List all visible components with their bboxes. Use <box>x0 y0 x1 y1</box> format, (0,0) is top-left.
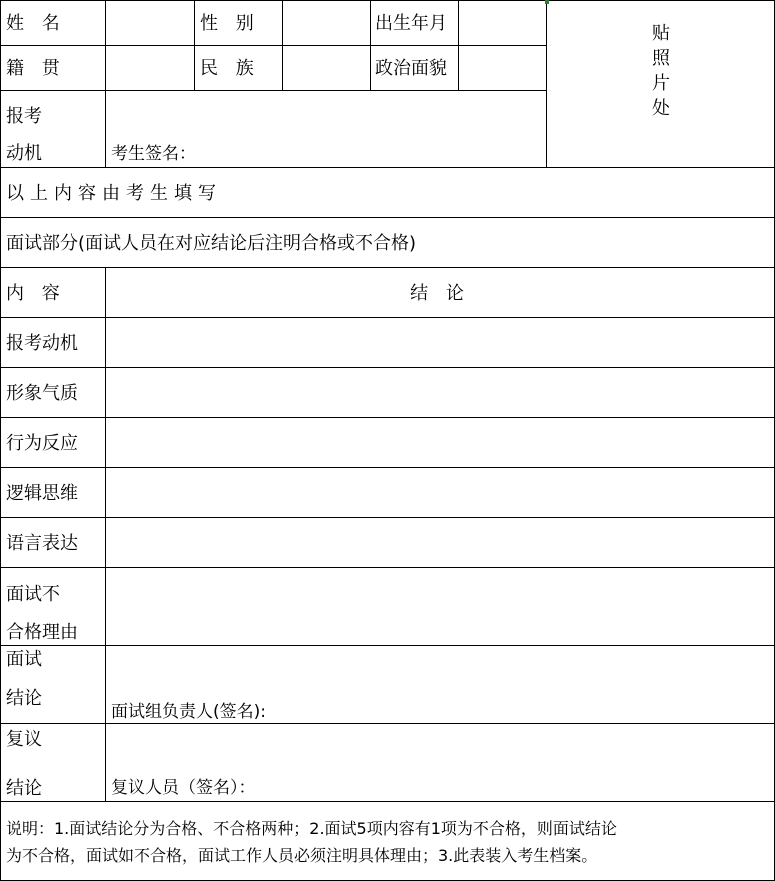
interview-conclusion-label-line1: 面试 <box>6 649 42 670</box>
photo-placeholder <box>547 1 774 167</box>
interview-conclusion-label-line2: 结论 <box>6 688 42 709</box>
fail-reason-label-line1: 面试不 <box>6 584 60 605</box>
rule-row14 <box>0 801 775 802</box>
fail-reason-field[interactable] <box>106 568 774 645</box>
photo-char-2: 照 <box>652 48 670 69</box>
footnote-line1: 说明：1.面试结论分为合格、不合格两种；2.面试5项内容有1项为不合格，则面试结论 <box>6 819 617 838</box>
rule-row4 <box>0 217 775 218</box>
interview-section-header: 面试部分(面试人员在对应结论后注明合格或不合格) <box>6 233 417 254</box>
review-conclusion-label-line2: 结论 <box>6 778 42 799</box>
ethnicity-field[interactable] <box>283 46 370 90</box>
political-field[interactable] <box>459 46 546 90</box>
native-place-field[interactable] <box>106 46 194 90</box>
criterion-result-field[interactable] <box>106 318 774 367</box>
candidate-note: 以上内容由考生填写 <box>6 183 222 204</box>
candidate-signature-label: 考生签名： <box>111 144 196 164</box>
criterion-label: 逻辑思维 <box>6 483 78 504</box>
rule-row3 <box>0 167 775 168</box>
name-label: 姓 名 <box>6 13 66 34</box>
criterion-label: 报考动机 <box>6 333 78 354</box>
name-field[interactable] <box>106 1 194 45</box>
criterion-result-field[interactable] <box>106 518 774 567</box>
gender-field[interactable] <box>283 1 370 45</box>
native-place-label: 籍 贯 <box>6 58 66 79</box>
criterion-result-field[interactable] <box>106 368 774 417</box>
content-column-header: 内 容 <box>6 283 66 304</box>
fail-reason-label-line2: 合格理由 <box>6 622 78 643</box>
footnote-line2: 为不合格，面试如不合格，面试工作人员必须注明具体理由；3.此表装入考生档案。 <box>6 846 598 865</box>
birth-label: 出生年月 <box>375 13 447 34</box>
criterion-result-field[interactable] <box>106 418 774 467</box>
criterion-label: 语言表达 <box>6 533 78 554</box>
rule-left <box>0 0 1 881</box>
criterion-label: 行为反应 <box>6 433 78 454</box>
conclusion-column-header: 结 论 <box>410 283 470 304</box>
review-conclusion-label-line1: 复议 <box>6 729 42 750</box>
rule-col4-top <box>370 0 371 90</box>
rule-col2-top <box>194 0 195 90</box>
criterion-result-field[interactable] <box>106 468 774 517</box>
photo-char-3: 片 <box>652 73 670 94</box>
motivation-label-line2: 动机 <box>6 143 42 164</box>
rule-row5 <box>0 267 775 268</box>
ethnicity-label: 民 族 <box>200 58 260 79</box>
interview-leader-signature-label: 面试组负责人(签名): <box>111 702 266 722</box>
reviewer-signature-label: 复议人员（签名）： <box>111 778 256 798</box>
motivation-label-line1: 报考 <box>6 106 42 127</box>
birth-field[interactable] <box>459 1 546 45</box>
photo-char-1: 贴 <box>652 23 670 44</box>
gender-label: 性 别 <box>200 13 260 34</box>
photo-char-4: 处 <box>652 98 670 119</box>
political-label: 政治面貌 <box>375 58 447 79</box>
criterion-label: 形象气质 <box>6 383 78 404</box>
